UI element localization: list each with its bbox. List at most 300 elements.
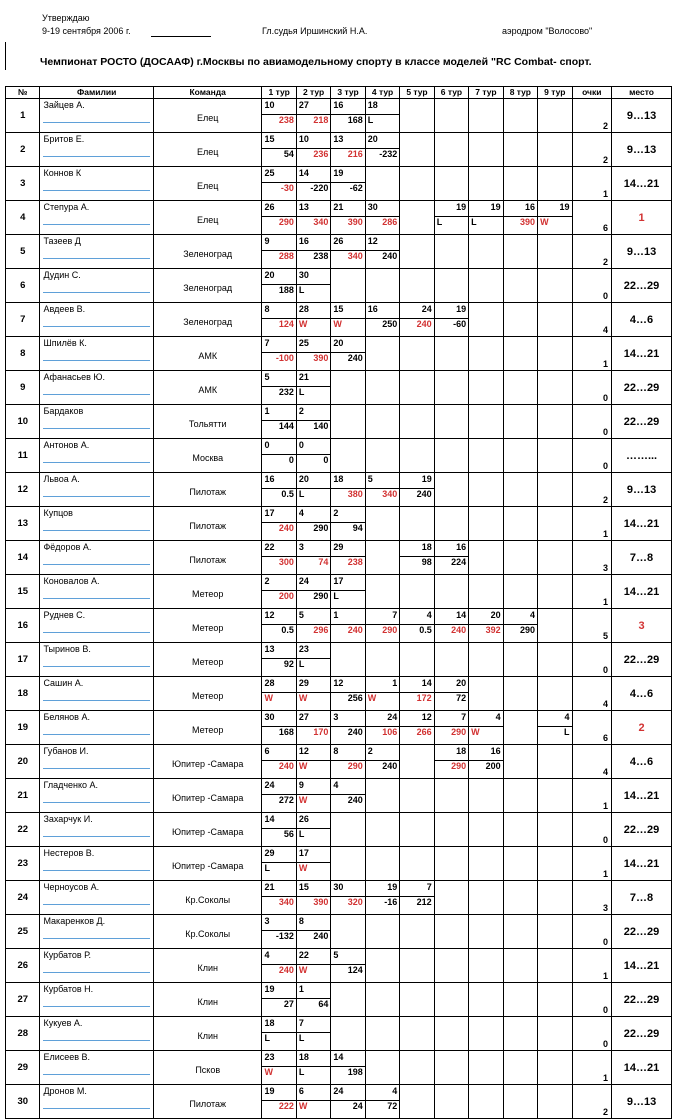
points-cell (572, 1085, 612, 1119)
column-header: 8 тур (503, 87, 537, 99)
round-cell (400, 677, 434, 711)
round-cell (331, 881, 365, 915)
round-cell (400, 575, 434, 609)
round-cell (469, 847, 503, 881)
round-cell (434, 847, 468, 881)
points-value: 0 (603, 461, 609, 471)
round-cell (331, 949, 365, 983)
place-cell: 7…8 (612, 541, 672, 575)
name-underline (43, 598, 150, 599)
competitor-name (40, 609, 154, 643)
round-cell (503, 1085, 537, 1119)
round-cell (296, 609, 330, 643)
competitor-name-text: Гладченко А. (43, 780, 99, 790)
team-name: Юпитер -Самара (153, 847, 261, 881)
competitor-name-text: Коновалов А. (43, 576, 100, 586)
opponent-number: 5 (367, 474, 373, 484)
round-cell (365, 371, 399, 405)
table-row (6, 405, 672, 439)
points-cell (572, 1051, 612, 1085)
name-underline (43, 530, 150, 531)
place-cell: 14…21 (612, 1051, 672, 1085)
competitor-name-text: Тыринов В. (43, 644, 91, 654)
round-score: 240 (278, 761, 294, 771)
points-cell (572, 439, 612, 473)
row-number: 13 (6, 507, 40, 541)
round-cell (365, 1085, 399, 1119)
team-name: Пилотаж (153, 541, 261, 575)
round-cell (365, 643, 399, 677)
round-score: 240 (347, 727, 363, 737)
opponent-number: 18 (456, 746, 467, 756)
name-underline (43, 122, 150, 123)
round-cell (469, 201, 503, 235)
round-cell (331, 745, 365, 779)
round-cell (538, 473, 572, 507)
round-score: 27 (283, 999, 294, 1009)
round-cell (538, 201, 572, 235)
round-cell (434, 1085, 468, 1119)
points-cell (572, 201, 612, 235)
opponent-number: 0 (264, 440, 270, 450)
team-name: Метеор (153, 711, 261, 745)
round-score: 168 (278, 727, 294, 737)
row-number: 6 (6, 269, 40, 303)
round-cell (469, 1017, 503, 1051)
table-row (6, 779, 672, 813)
row-number: 24 (6, 881, 40, 915)
round-cell (400, 235, 434, 269)
round-cell (469, 269, 503, 303)
round-cell (538, 133, 572, 167)
team-name: Метеор (153, 643, 261, 677)
competitor-name-text: Бардаков (43, 406, 84, 416)
round-score: W (264, 693, 273, 703)
round-score: -60 (453, 319, 467, 329)
points-cell (572, 269, 612, 303)
opponent-number: 18 (367, 100, 378, 110)
round-cell (262, 677, 296, 711)
opponent-number: 23 (298, 644, 309, 654)
round-cell (469, 643, 503, 677)
round-cell (262, 439, 296, 473)
round-cell (262, 473, 296, 507)
points-cell (572, 99, 612, 133)
opponent-number: 2 (367, 746, 373, 756)
team-name: Кр.Соколы (153, 881, 261, 915)
round-cell (434, 779, 468, 813)
round-score: W (298, 965, 308, 975)
round-cell (469, 949, 503, 983)
round-score: 124 (347, 965, 363, 975)
place-cell: 22…29 (612, 269, 672, 303)
round-cell (365, 1017, 399, 1051)
round-score: 74 (318, 557, 329, 567)
opponent-number: 29 (264, 848, 275, 858)
row-number: 4 (6, 201, 40, 235)
column-header: 6 тур (434, 87, 468, 99)
round-cell (262, 779, 296, 813)
opponent-number: 1 (392, 678, 398, 688)
round-cell (365, 99, 399, 133)
opponent-number: 4 (495, 712, 501, 722)
points-cell (572, 711, 612, 745)
round-cell (296, 541, 330, 575)
round-cell (503, 677, 537, 711)
place-cell: 9…13 (612, 1085, 672, 1119)
opponent-number: 28 (298, 304, 309, 314)
round-cell (469, 915, 503, 949)
round-cell (331, 1017, 365, 1051)
place-cell: 4…6 (612, 303, 672, 337)
round-score: 140 (313, 421, 329, 431)
name-underline (43, 632, 150, 633)
round-cell (400, 541, 434, 575)
round-cell (331, 1051, 365, 1085)
round-cell (434, 711, 468, 745)
round-score: 0 (323, 455, 329, 465)
name-underline (43, 1040, 150, 1041)
round-cell (469, 609, 503, 643)
round-cell (434, 609, 468, 643)
points-value: 3 (603, 563, 609, 573)
row-number: 5 (6, 235, 40, 269)
round-cell (434, 881, 468, 915)
round-cell (262, 983, 296, 1017)
team-name: Зеленоград (153, 235, 261, 269)
round-cell (503, 609, 537, 643)
competitor-name-text: Фёдоров А. (43, 542, 92, 552)
opponent-number: 19 (387, 882, 398, 892)
opponent-number: 15 (298, 882, 309, 892)
points-value: 1 (603, 597, 609, 607)
round-cell (538, 677, 572, 711)
round-cell (469, 541, 503, 575)
round-score: W (298, 795, 308, 805)
round-cell (331, 779, 365, 813)
round-score: W (298, 761, 308, 771)
round-cell (434, 1017, 468, 1051)
name-underline (43, 394, 150, 395)
round-score: 296 (313, 625, 329, 635)
round-cell (296, 201, 330, 235)
round-cell (538, 847, 572, 881)
round-cell (434, 405, 468, 439)
team-name: Пилотаж (153, 507, 261, 541)
name-underline (43, 360, 150, 361)
round-cell (400, 745, 434, 779)
round-cell (262, 1051, 296, 1085)
round-score: 240 (347, 795, 363, 805)
round-cell (469, 983, 503, 1017)
competitor-name-text: Черноусов А. (43, 882, 100, 892)
round-cell (262, 405, 296, 439)
round-score: L (367, 115, 374, 125)
points-value: 0 (603, 393, 609, 403)
round-cell (365, 439, 399, 473)
round-cell (296, 1085, 330, 1119)
name-underline (43, 870, 150, 871)
points-cell (572, 371, 612, 405)
round-score: 0 (288, 455, 294, 465)
opponent-number: 16 (298, 236, 309, 246)
round-cell (503, 303, 537, 337)
round-cell (296, 235, 330, 269)
table-row (6, 439, 672, 473)
competitor-name-text: Степура А. (43, 202, 90, 212)
points-value: 2 (603, 1107, 609, 1117)
opponent-number: 19 (490, 202, 501, 212)
round-score: L (264, 863, 270, 873)
opponent-number: 14 (298, 168, 309, 178)
round-score: W (298, 319, 308, 329)
opponent-number: 19 (264, 1086, 275, 1096)
round-cell (296, 99, 330, 133)
round-cell (434, 473, 468, 507)
name-underline (43, 190, 150, 191)
round-score: 170 (313, 727, 329, 737)
round-cell (538, 609, 572, 643)
round-cell (331, 915, 365, 949)
competitor-name (40, 813, 154, 847)
competitor-name (40, 167, 154, 201)
round-cell (296, 507, 330, 541)
opponent-number: 5 (298, 610, 304, 620)
round-score: 390 (520, 217, 536, 227)
opponent-number: 4 (333, 780, 339, 790)
row-number: 18 (6, 677, 40, 711)
round-score: 216 (347, 149, 363, 159)
table-row (6, 1085, 672, 1119)
competitor-name (40, 677, 154, 711)
round-score: W (298, 693, 308, 703)
round-cell (538, 813, 572, 847)
round-cell (400, 881, 434, 915)
name-underline (43, 836, 150, 837)
round-cell (434, 337, 468, 371)
round-cell (469, 303, 503, 337)
round-score: 200 (278, 591, 294, 601)
round-cell (469, 1051, 503, 1085)
column-header: 4 тур (365, 87, 399, 99)
round-cell (365, 201, 399, 235)
round-score: 340 (347, 251, 363, 261)
team-name: АМК (153, 371, 261, 405)
competitor-name-text: Кукуев А. (43, 1018, 83, 1028)
table-row (6, 371, 672, 405)
round-cell (262, 575, 296, 609)
competitor-name (40, 1017, 154, 1051)
round-cell (538, 575, 572, 609)
round-cell (262, 711, 296, 745)
round-cell (503, 269, 537, 303)
name-underline (43, 904, 150, 905)
round-cell (262, 915, 296, 949)
round-cell (503, 745, 537, 779)
round-cell (262, 99, 296, 133)
opponent-number: 5 (264, 372, 270, 382)
round-cell (538, 269, 572, 303)
round-cell (365, 677, 399, 711)
round-cell (365, 745, 399, 779)
round-score: W (367, 693, 377, 703)
round-cell (434, 439, 468, 473)
opponent-number: 29 (333, 542, 344, 552)
points-cell (572, 303, 612, 337)
place-cell: 3 (612, 609, 672, 643)
round-cell (365, 813, 399, 847)
round-cell (331, 201, 365, 235)
round-cell (538, 541, 572, 575)
points-value: 2 (603, 121, 609, 131)
round-cell (331, 711, 365, 745)
round-score: 390 (313, 353, 329, 363)
table-row (6, 167, 672, 201)
round-score: L (298, 387, 305, 397)
opponent-number: 16 (367, 304, 378, 314)
competitor-name-text: Тазеев Д (43, 236, 81, 246)
row-number: 26 (6, 949, 40, 983)
round-cell (400, 1085, 434, 1119)
opponent-number: 25 (264, 168, 275, 178)
row-number: 11 (6, 439, 40, 473)
round-cell (400, 779, 434, 813)
round-cell (503, 473, 537, 507)
table-row (6, 201, 672, 235)
competitor-name (40, 643, 154, 677)
round-cell (262, 167, 296, 201)
round-cell (296, 167, 330, 201)
round-score: W (264, 1067, 273, 1077)
points-cell (572, 541, 612, 575)
round-score: 222 (278, 1101, 294, 1111)
points-value: 1 (603, 801, 609, 811)
round-cell (365, 269, 399, 303)
table-row (6, 575, 672, 609)
round-score: 218 (313, 115, 329, 125)
round-cell (469, 779, 503, 813)
table-row (6, 473, 672, 507)
points-value: 0 (603, 291, 609, 301)
opponent-number: 9 (298, 780, 304, 790)
round-cell (469, 473, 503, 507)
round-cell (469, 881, 503, 915)
round-cell (365, 541, 399, 575)
opponent-number: 8 (333, 746, 339, 756)
round-cell (400, 915, 434, 949)
competitor-name-text: Дронов М. (43, 1086, 87, 1096)
row-number: 25 (6, 915, 40, 949)
row-number: 15 (6, 575, 40, 609)
competitor-name (40, 779, 154, 813)
opponent-number: 3 (333, 712, 339, 722)
name-underline (43, 802, 150, 803)
round-cell (365, 847, 399, 881)
round-cell (331, 99, 365, 133)
competitor-name-text: Бритов Е. (43, 134, 85, 144)
round-cell (331, 643, 365, 677)
round-cell (400, 813, 434, 847)
round-cell (469, 371, 503, 405)
round-cell (331, 541, 365, 575)
round-score: W (540, 217, 549, 227)
column-header: 5 тур (400, 87, 434, 99)
round-cell (296, 371, 330, 405)
name-underline (43, 768, 150, 769)
place-cell: 9…13 (612, 133, 672, 167)
round-score: 290 (313, 591, 329, 601)
round-cell (469, 745, 503, 779)
round-score: W (298, 1101, 308, 1111)
round-cell (365, 235, 399, 269)
round-score: 340 (382, 489, 398, 499)
round-score: 240 (416, 489, 432, 499)
round-cell (503, 847, 537, 881)
round-cell (262, 371, 296, 405)
opponent-number: 20 (264, 270, 275, 280)
column-header: № (6, 87, 40, 99)
column-header: 3 тур (331, 87, 365, 99)
competitor-name (40, 473, 154, 507)
round-cell (434, 235, 468, 269)
opponent-number: 19 (421, 474, 432, 484)
points-value: 1 (603, 359, 609, 369)
team-name: Елец (153, 201, 261, 235)
round-score: 168 (347, 115, 363, 125)
team-name: Метеор (153, 677, 261, 711)
competitor-name (40, 235, 154, 269)
round-cell (434, 677, 468, 711)
round-cell (331, 439, 365, 473)
table-row (6, 915, 672, 949)
opponent-number: 14 (333, 1052, 344, 1062)
round-cell (503, 201, 537, 235)
round-cell (503, 1051, 537, 1085)
opponent-number: 19 (456, 202, 467, 212)
points-value: 6 (603, 733, 609, 743)
row-number: 1 (6, 99, 40, 133)
place-cell: 4…6 (612, 677, 672, 711)
round-cell (538, 643, 572, 677)
name-underline (43, 224, 150, 225)
opponent-number: 22 (264, 542, 275, 552)
team-name: Клин (153, 983, 261, 1017)
round-score: -62 (349, 183, 363, 193)
round-score: 144 (278, 421, 294, 431)
place-cell: 22…29 (612, 813, 672, 847)
table-row (6, 269, 672, 303)
airfield-label: аэродром "Волосово" (502, 26, 593, 36)
opponent-number: 12 (367, 236, 378, 246)
row-number: 19 (6, 711, 40, 745)
points-cell (572, 847, 612, 881)
round-score: 290 (278, 217, 294, 227)
column-header: 9 тур (538, 87, 572, 99)
opponent-number: 4 (426, 610, 432, 620)
opponent-number: 21 (333, 202, 344, 212)
opponent-number: 17 (333, 576, 344, 586)
place-cell: 9…13 (612, 473, 672, 507)
round-cell (503, 983, 537, 1017)
round-cell (262, 881, 296, 915)
table-row (6, 677, 672, 711)
round-cell (503, 371, 537, 405)
round-score: 240 (382, 251, 398, 261)
round-cell (296, 915, 330, 949)
opponent-number: 20 (333, 338, 344, 348)
round-cell (331, 269, 365, 303)
competitor-name (40, 303, 154, 337)
